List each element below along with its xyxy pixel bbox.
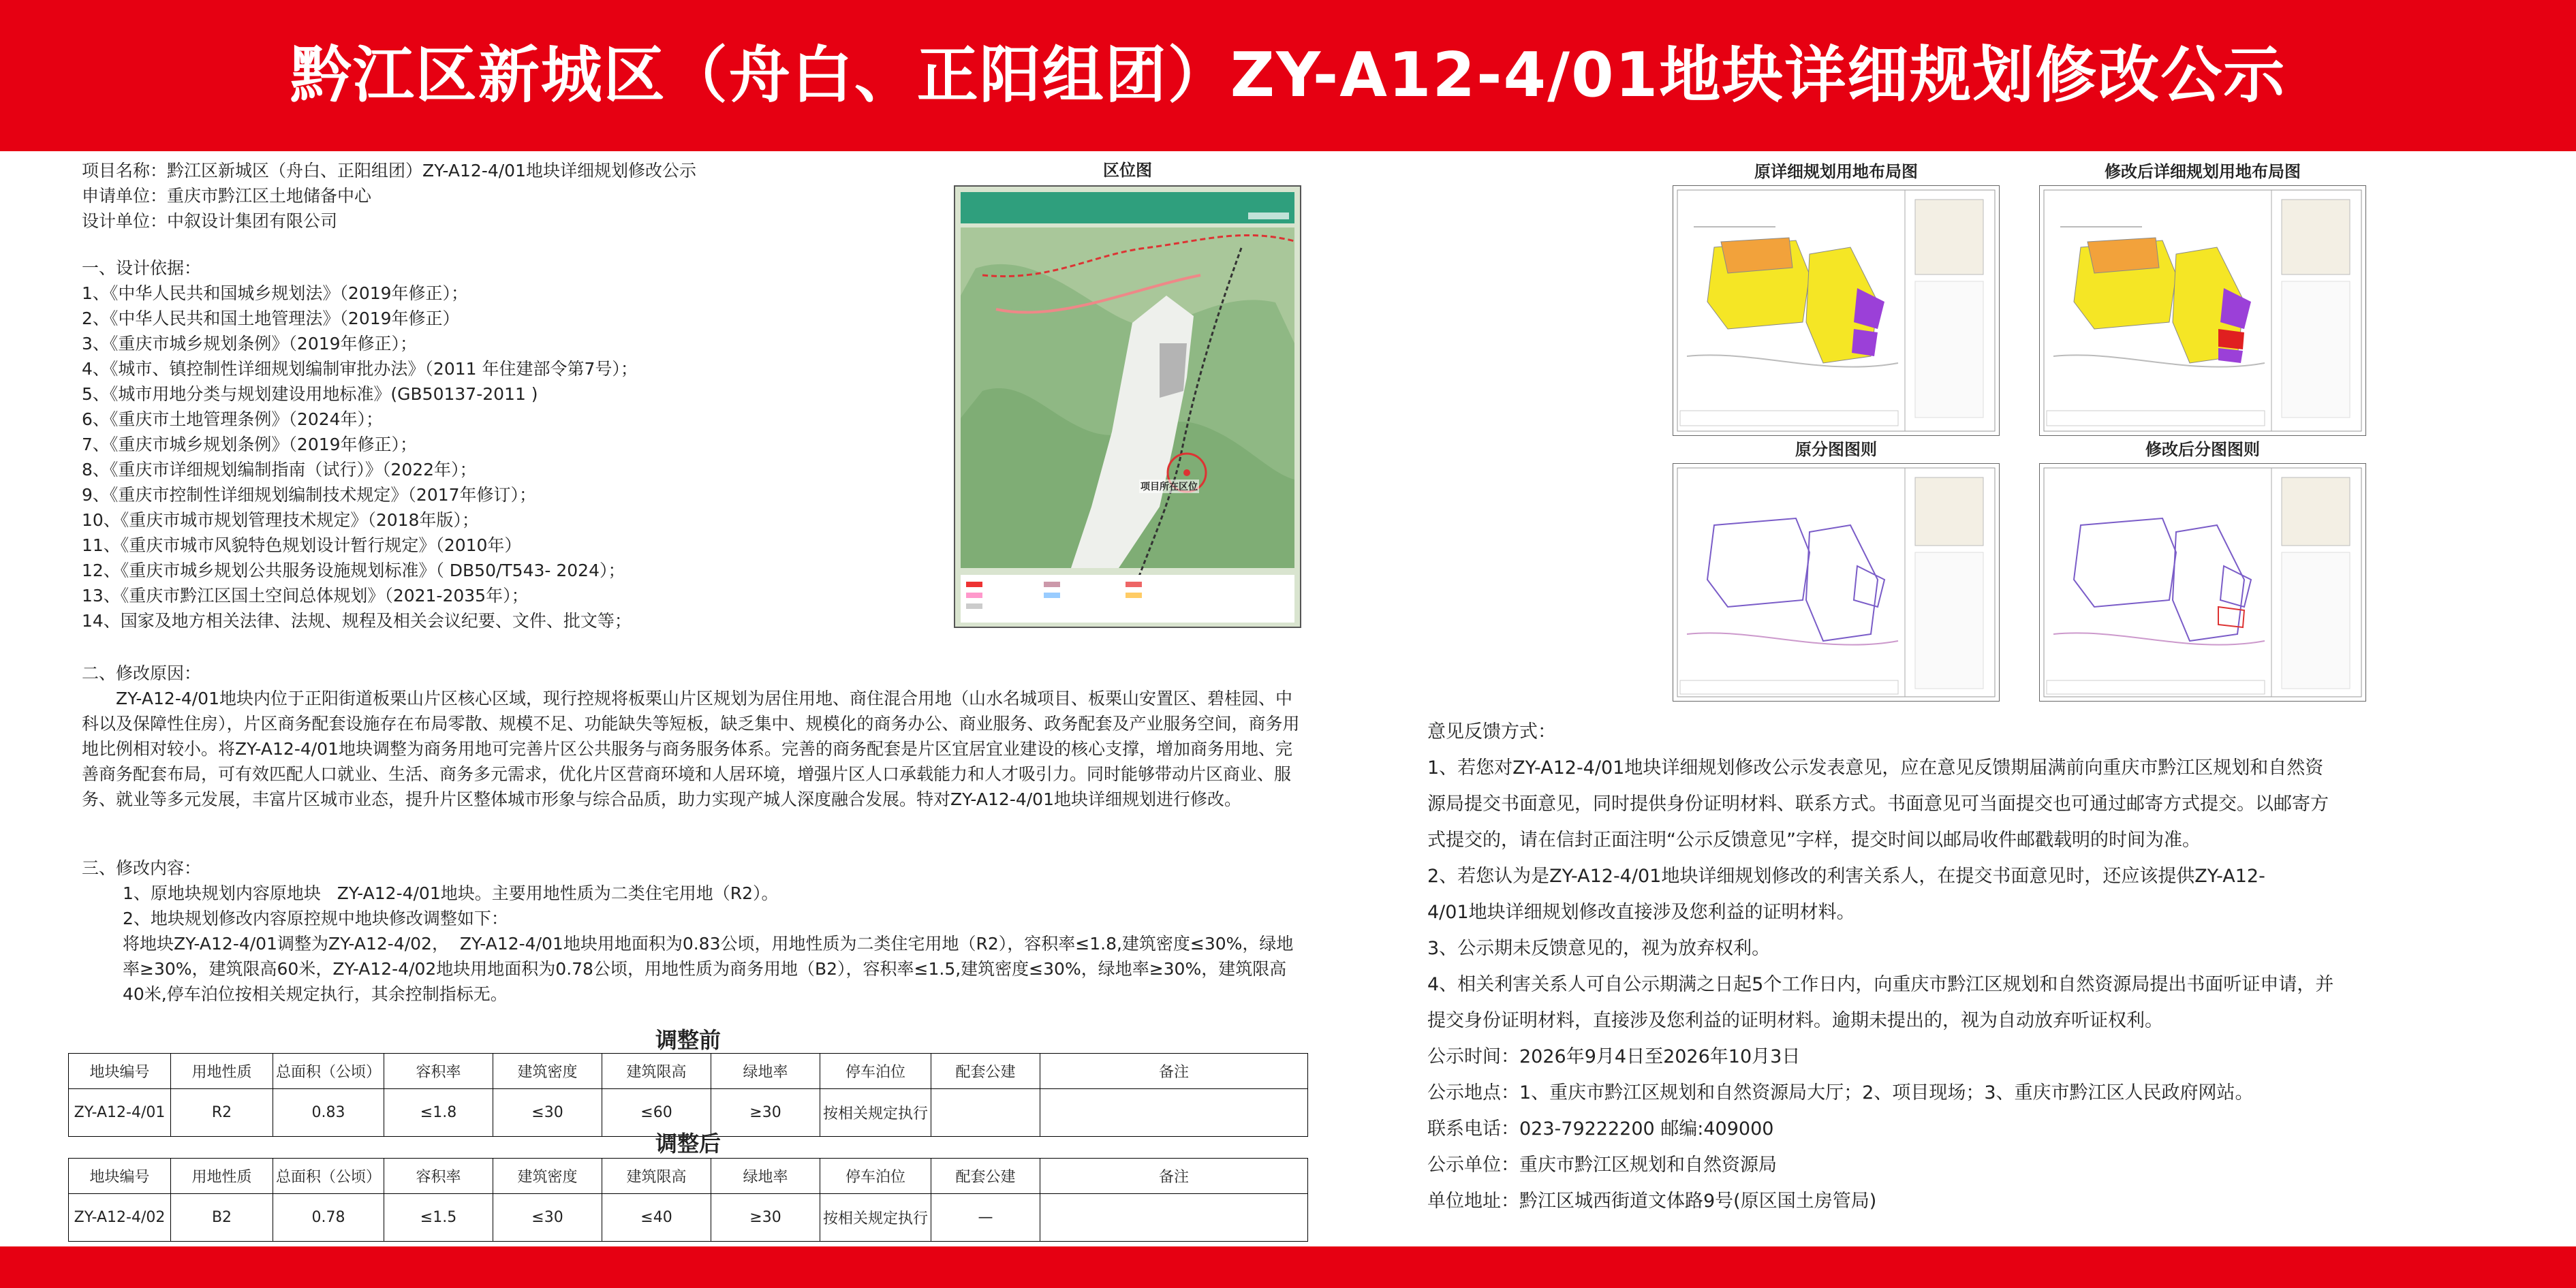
table-header-row bbox=[69, 1054, 1308, 1089]
content-item-1: 1、原地块规划内容原地块 ZY-A12-4/01地块。主要用地性质为二类住宅用地（R2）。 bbox=[123, 883, 779, 903]
cell: R2 bbox=[171, 1089, 273, 1137]
orig-landuse-graphic bbox=[1673, 186, 1999, 435]
cell: ZY-A12-4/02 bbox=[69, 1194, 171, 1242]
orig-parcel-caption: 原分图图则 bbox=[1795, 440, 1877, 459]
th-density: 建筑密度 bbox=[493, 1054, 602, 1089]
design-basis bbox=[82, 255, 940, 633]
basis-item: 5、《城市用地分类与规划建设用地标准》(GB50137-2011 ) bbox=[82, 384, 538, 404]
th-facility: 配套公建 bbox=[931, 1159, 1040, 1194]
feedback-p4b: 提交身份证明材料，直接涉及您利益的证明材料。逾期未提出的，视为自动放弃听证权利。 bbox=[1427, 1010, 2163, 1031]
table-row bbox=[69, 1194, 1308, 1242]
th-area: 总面积（公顷） bbox=[273, 1159, 384, 1194]
feedback-p1c: 式提交的，请在信封正面注明“公示反馈意见”字样，提交时间以邮局收件邮戳载明的时间为准。 bbox=[1427, 830, 2201, 851]
designer: 设计单位：中叙设计集团有限公司 bbox=[82, 211, 338, 231]
reason-body: ZY-A12-4/01地块内位于正阳街道板栗山片区核心区域，现行控规将板栗山片区规划为居住用地、商住混合用地（山水名城项目、板栗山安置区、碧桂园、中科以及保障性住房），片区商务配套设施存在布局零散、规模不足、功能缺失等短板，缺乏集中、规模化的商务办公、商业服务、政务配套及产业服务空间，商务用地比例相对较小。将ZY-A12-4/01地块调整为商务用地可完善片区公共服务与商务服务体系。完善的商务配套是片区宜居宜业建设的核心支撑，增加商务用地、完善商务配套布局，可有效匹配人口就业、生活、商务多元需求，优化片区营商环境和人居环境，增强片区人口承载能力和人才吸引力。同时能够带动片区商业、服务、就业等多元发展，丰富片区城市业态，提升片区整体城市形象与综合品质，助力实现产城人深度融合发展。特对ZY-A12-4/01地块详细规划进行修改。 bbox=[82, 689, 1300, 809]
publicity-place: 公示地点：1、重庆市黔江区规划和自然资源局大厅；2、项目现场；3、重庆市黔江区人民政府网站。 bbox=[1427, 1082, 2254, 1103]
reason-heading: 二、修改原因： bbox=[82, 663, 202, 683]
basis-item: 8、《重庆市详细规划编制指南（试行）》（2022年）； bbox=[82, 460, 477, 480]
orig-landuse-caption: 原详细规划用地布局图 bbox=[1754, 162, 1918, 181]
th-far: 容积率 bbox=[384, 1159, 493, 1194]
th-height: 建筑限高 bbox=[602, 1159, 711, 1194]
th-remark: 备注 bbox=[1040, 1159, 1308, 1194]
table-before-caption: 调整前 bbox=[655, 1027, 721, 1053]
feedback-heading: 意见反馈方式： bbox=[1427, 721, 1556, 742]
new-parcel-graphic bbox=[2040, 464, 2365, 701]
content-detail: 将地块ZY-A12-4/01调整为ZY-A12-4/02， ZY-A12-4/01地块用地面积为0.83公顷，用地性质为二类住宅用地（R2），容积率≤1.8,建筑密度≤30%，绿地率≥30%，建筑限高60米，ZY-A12-4/02地块用地面积为0.78公顷，用地性质为商务用地（B2），容积率≤1.5,建筑密度≤30%，绿地率≥30%，建筑限高40米,停车泊位按相关规定执行，其余控制指标无。 bbox=[123, 934, 1294, 1004]
feedback-p1a: 1、若您对ZY-A12-4/01地块详细规划修改公示发表意见，应在意见反馈期届满前向重庆市黔江区规划和自然资 bbox=[1427, 757, 2324, 779]
th-parking: 停车泊位 bbox=[820, 1054, 931, 1089]
th-green: 绿地率 bbox=[711, 1054, 820, 1089]
contact-phone: 联系电话：023-79222200 邮编:409000 bbox=[1427, 1118, 1774, 1140]
orig-landuse-map bbox=[1673, 185, 2000, 436]
publicity-unit: 公示单位：重庆市黔江区规划和自然资源局 bbox=[1427, 1155, 1777, 1176]
th-far: 容积率 bbox=[384, 1054, 493, 1089]
table-after-caption: 调整后 bbox=[655, 1131, 721, 1157]
th-landuse: 用地性质 bbox=[171, 1054, 273, 1089]
feedback-p2a: 2、若您认为是ZY-A12-4/01地块详细规划修改的利害关系人，在提交书面意见时，还应该提供ZY-A12- bbox=[1427, 866, 2265, 887]
orig-parcel-map bbox=[1673, 463, 2000, 702]
basis-item: 9、《重庆市控制性详细规划编制技术规定》（2017年修订）； bbox=[82, 485, 537, 505]
new-landuse-caption: 修改后详细规划用地布局图 bbox=[2105, 162, 2301, 181]
new-landuse-map bbox=[2039, 185, 2366, 436]
cell: 按相关规定执行 bbox=[820, 1089, 931, 1137]
cell: ZY-A12-4/01 bbox=[69, 1089, 171, 1137]
content-heading: 三、修改内容： bbox=[82, 858, 202, 878]
feedback-section bbox=[1427, 714, 2545, 1219]
project-name: 项目名称：黔江区新城区（舟白、正阳组团）ZY-A12-4/01地块详细规划修改公示 bbox=[82, 161, 696, 180]
orig-parcel-graphic bbox=[1673, 464, 1999, 701]
basis-heading: 一、设计依据： bbox=[82, 258, 202, 278]
th-facility: 配套公建 bbox=[931, 1054, 1040, 1089]
basis-item: 12、《重庆市城乡规划公共服务设施规划标准》（ DB50/T543- 2024）； bbox=[82, 561, 625, 580]
new-parcel-map bbox=[2039, 463, 2366, 702]
basis-item: 14、国家及地方相关法律、法规、规程及相关会议纪要、文件、批文等； bbox=[82, 611, 632, 631]
new-landuse-graphic bbox=[2040, 186, 2365, 435]
modification-content bbox=[82, 855, 1308, 1007]
th-area: 总面积（公顷） bbox=[273, 1054, 384, 1089]
cell: 按相关规定执行 bbox=[820, 1194, 931, 1242]
th-landuse: 用地性质 bbox=[171, 1159, 273, 1194]
feedback-p2b: 4/01地块详细规划修改直接涉及您利益的证明材料。 bbox=[1427, 902, 1855, 923]
cell: ≥30 bbox=[711, 1194, 820, 1242]
cell: ≤60 bbox=[602, 1089, 711, 1137]
page-title: 黔江区新城区（舟白、正阳组团）ZY-A12-4/01地块详细规划修改公示 bbox=[290, 40, 2286, 111]
applicant: 申请单位：重庆市黔江区土地储备中心 bbox=[82, 186, 372, 206]
cell: ≤1.8 bbox=[384, 1089, 493, 1137]
th-parking: 停车泊位 bbox=[820, 1159, 931, 1194]
cell: — bbox=[931, 1194, 1040, 1242]
modification-reason bbox=[82, 661, 1308, 812]
th-remark: 备注 bbox=[1040, 1054, 1308, 1089]
th-parcel: 地块编号 bbox=[69, 1054, 171, 1089]
basis-item: 2、《中华人民共和国土地管理法》（2019年修正） bbox=[82, 309, 460, 328]
publicity-time: 公示时间：2026年9月4日至2026年10月3日 bbox=[1427, 1046, 1801, 1067]
cell: ≥30 bbox=[711, 1089, 820, 1137]
basis-item: 6、《重庆市土地管理条例》（2024年）； bbox=[82, 409, 384, 429]
header-banner bbox=[0, 0, 2576, 151]
location-map bbox=[954, 185, 1301, 628]
feedback-p1b: 源局提交书面意见，同时提供身份证明材料、联系方式。书面意见可当面提交也可通过邮寄方式提交。以邮寄方 bbox=[1427, 794, 2329, 815]
basis-item: 7、《重庆市城乡规划条例》（2019年修正）； bbox=[82, 435, 418, 454]
unit-address: 单位地址：黔江区城西街道文体路9号(原区国土房管局) bbox=[1427, 1191, 1877, 1212]
cell bbox=[1040, 1194, 1308, 1242]
location-map-graphic bbox=[955, 187, 1300, 627]
cell: B2 bbox=[171, 1194, 273, 1242]
cell: 0.83 bbox=[273, 1089, 384, 1137]
feedback-p3: 3、公示期未反馈意见的，视为放弃权利。 bbox=[1427, 938, 1771, 959]
th-density: 建筑密度 bbox=[493, 1159, 602, 1194]
basis-item: 4、《城市、镇控制性详细规划编制审批办法》（2011 年住建部令第7号）； bbox=[82, 359, 638, 379]
basis-item: 13、《重庆市黔江区国土空间总体规划》（2021-2035年）； bbox=[82, 586, 529, 606]
cell: ≤30 bbox=[493, 1089, 602, 1137]
cell: ≤40 bbox=[602, 1194, 711, 1242]
table-after bbox=[68, 1158, 1308, 1242]
cell: ≤1.5 bbox=[384, 1194, 493, 1242]
table-header-row bbox=[69, 1159, 1308, 1194]
project-info bbox=[82, 158, 940, 234]
content-item-2: 2、地块规划修改内容原控规中地块修改调整如下： bbox=[123, 909, 508, 928]
th-height: 建筑限高 bbox=[602, 1054, 711, 1089]
table-before bbox=[68, 1053, 1308, 1137]
basis-item: 1、《中华人民共和国城乡规划法》（2019年修正）； bbox=[82, 283, 469, 303]
cell: ≤30 bbox=[493, 1194, 602, 1242]
new-parcel-caption: 修改后分图图则 bbox=[2145, 440, 2260, 459]
project-location-label: 项目所在区位 bbox=[1139, 480, 1199, 493]
cell: 0.78 bbox=[273, 1194, 384, 1242]
th-green: 绿地率 bbox=[711, 1159, 820, 1194]
basis-item: 11、《重庆市城市风貌特色规划设计暂行规定》（2010年） bbox=[82, 535, 522, 555]
th-parcel: 地块编号 bbox=[69, 1159, 171, 1194]
location-map-caption: 区位图 bbox=[1103, 161, 1152, 180]
feedback-p4a: 4、相关利害关系人可自公示期满之日起5个工作日内，向重庆市黔江区规划和自然资源局提出书面听证申请，并 bbox=[1427, 974, 2334, 995]
basis-item: 3、《重庆市城乡规划条例》（2019年修正）； bbox=[82, 334, 418, 354]
basis-item: 10、《重庆市城市规划管理技术规定》（2018年版）； bbox=[82, 510, 479, 530]
footer-band bbox=[0, 1246, 2576, 1288]
